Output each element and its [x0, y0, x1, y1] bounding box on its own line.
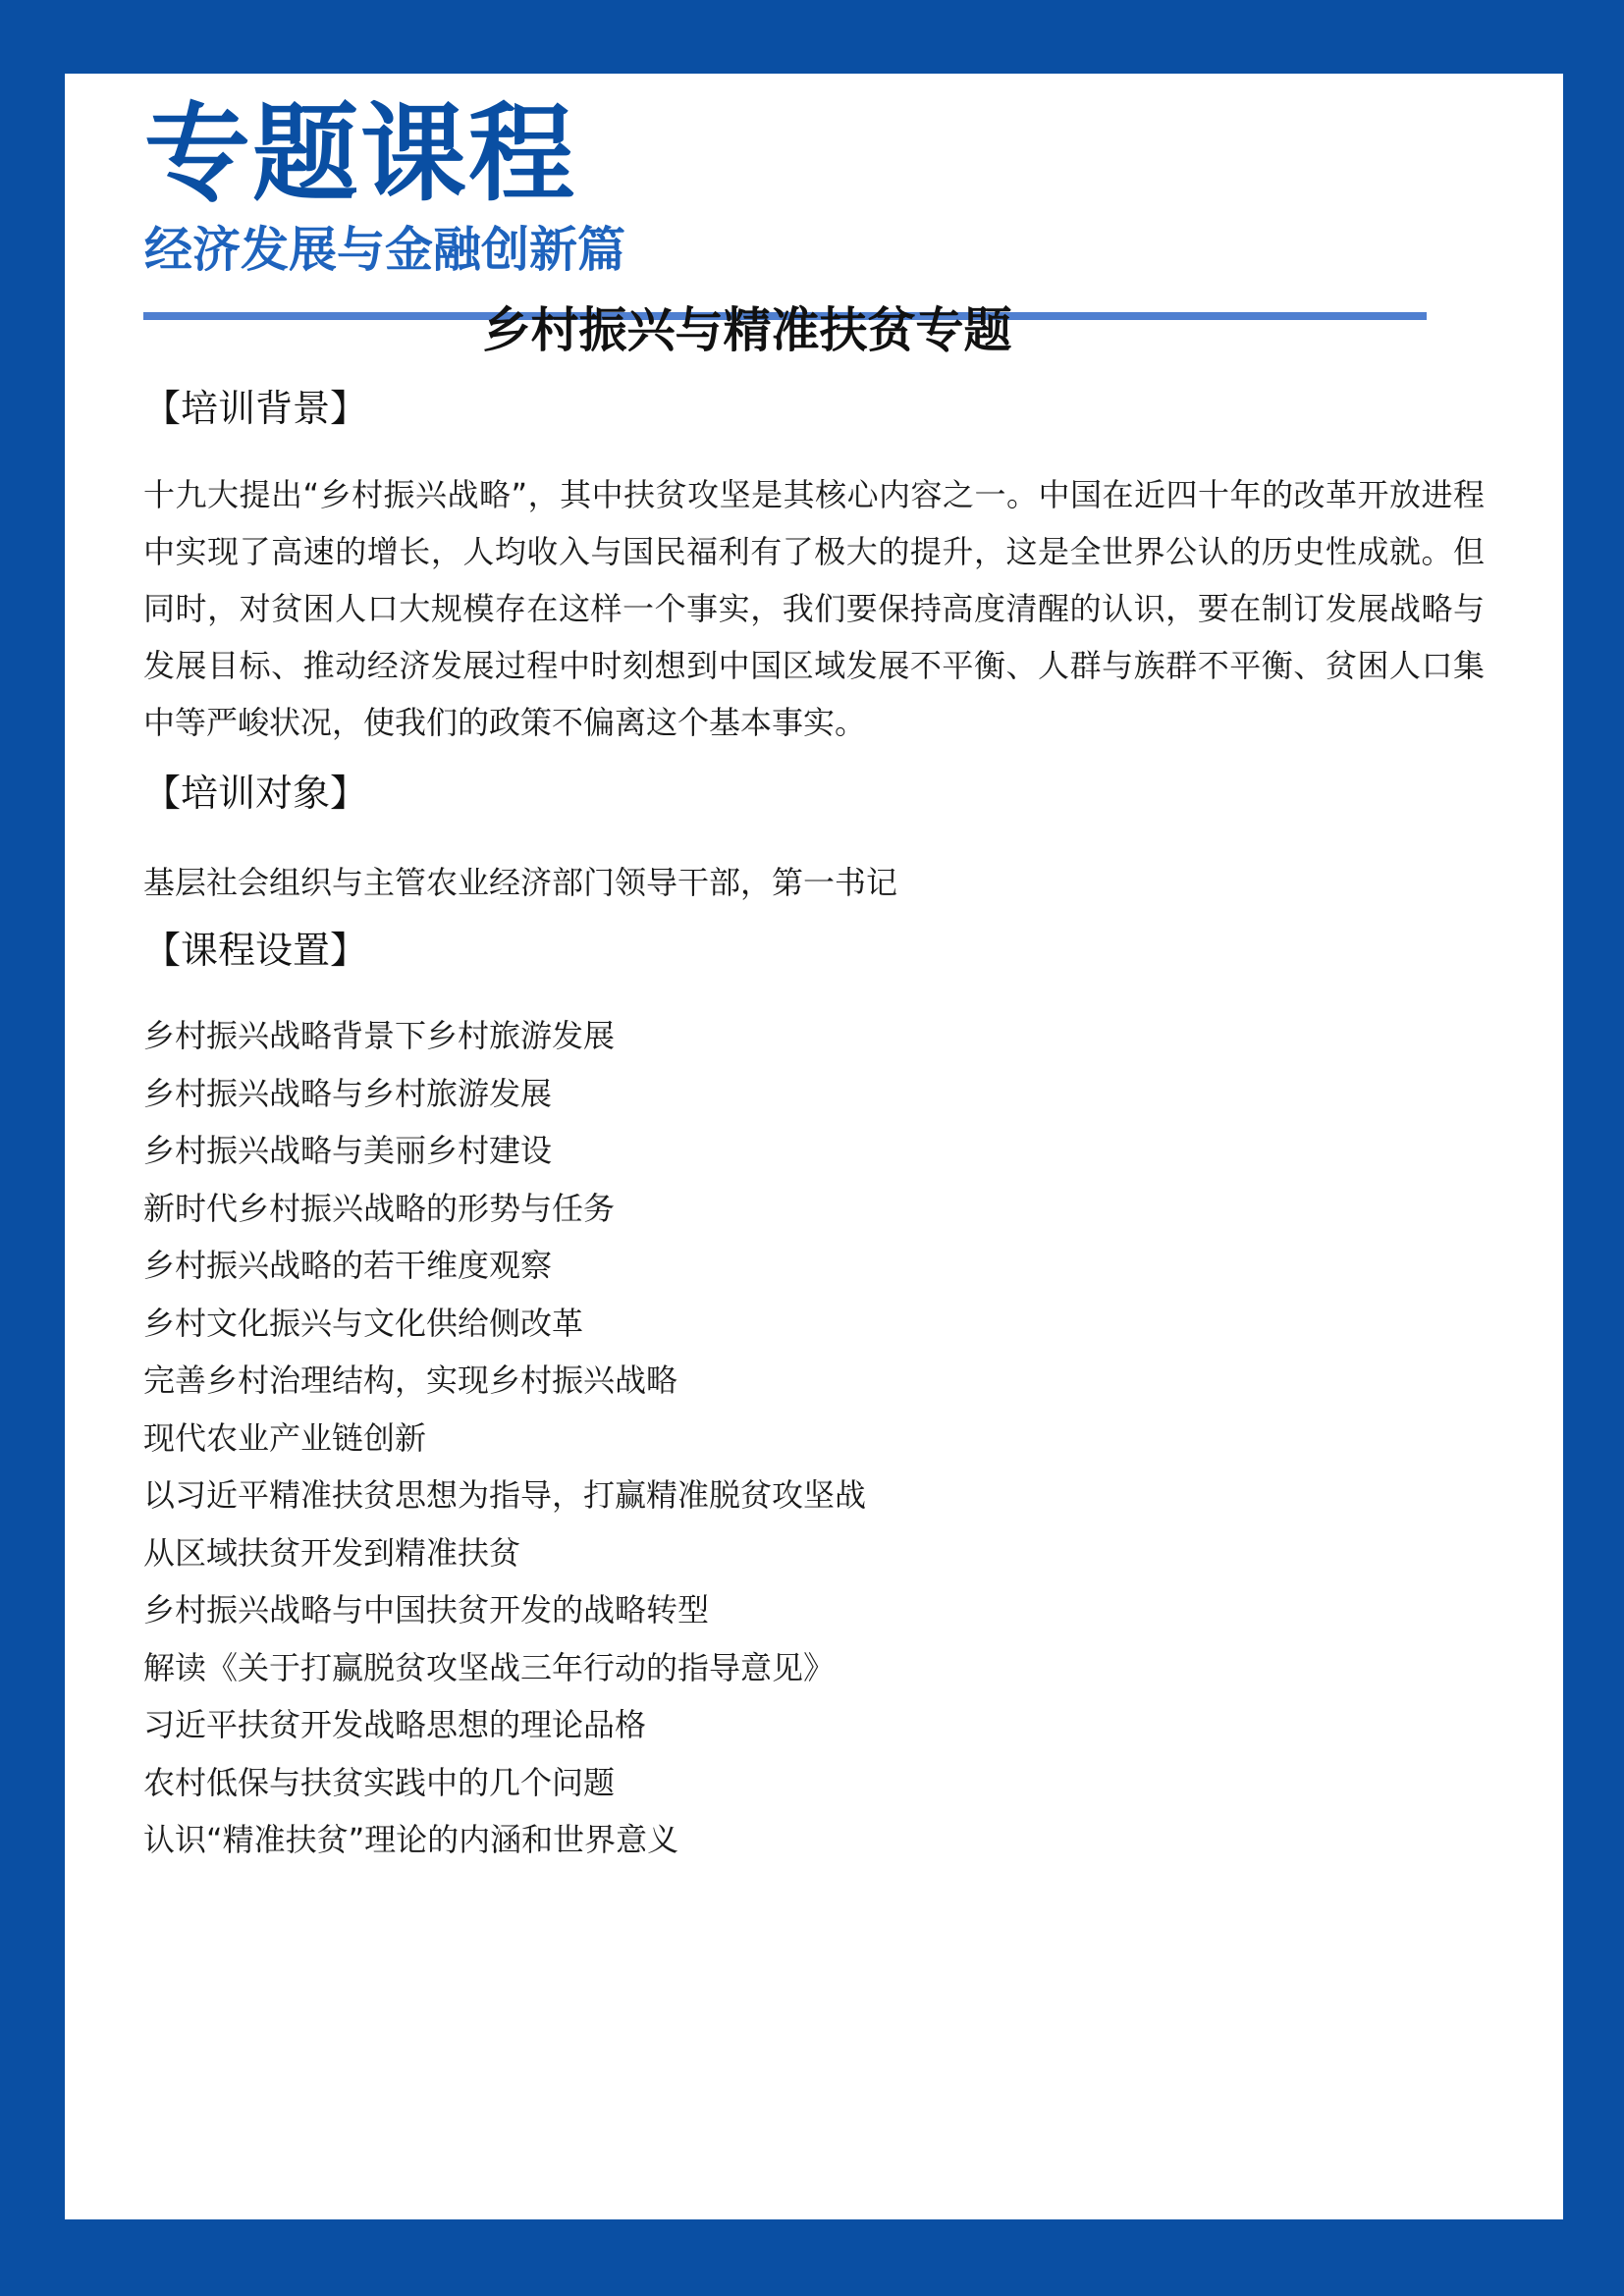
section-heading-courses: 【课程设置】: [143, 929, 368, 972]
course-item: 完善乡村治理结构，实现乡村振兴战略: [143, 1362, 678, 1399]
course-item: 乡村振兴战略与中国扶贫开发的战略转型: [143, 1591, 710, 1629]
section-heading-background: 【培训背景】: [143, 387, 368, 430]
header-title: 专题课程: [144, 93, 577, 216]
course-item: 乡村文化振兴与文化供给侧改革: [143, 1304, 584, 1342]
course-item: 乡村振兴战略的若干维度观察: [143, 1247, 553, 1284]
course-item: 新时代乡村振兴战略的形势与任务: [143, 1189, 616, 1227]
course-item: 解读《关于打赢脱贫攻坚战三年行动的指导意见》: [143, 1648, 836, 1686]
course-list: [143, 1007, 866, 1869]
course-item: 从区域扶贫开发到精准扶贫: [143, 1533, 521, 1572]
course-item: 习近平扶贫开发战略思想的理论品格: [143, 1706, 647, 1743]
course-item: 现代农业产业链创新: [143, 1418, 427, 1457]
section-heading-target: 【培训对象】: [143, 772, 368, 815]
document-title: 乡村振兴与精准扶贫专题: [482, 302, 1012, 358]
header-subtitle: 经济发展与金融创新篇: [144, 222, 626, 278]
course-item: 乡村振兴战略与美丽乡村建设: [143, 1132, 553, 1169]
course-item: 认识“精准扶贫”理论的内涵和世界意义: [143, 1821, 679, 1858]
target-audience-text: 基层社会组织与主管农业经济部门领导干部，第一书记: [143, 864, 898, 901]
course-item: 农村低保与扶贫实践中的几个问题: [143, 1763, 616, 1801]
background-paragraph: 十九大提出“乡村振兴战略”，其中扶贫攻坚是其核心内容之一。中国在近四十年的改革开放进程中实现了高速的增长，人均收入与国民福利有了极大的提升，这是全世界公认的历史性成就。但同时，对贫困人口大规模存在这样一个事实，我们要保持高度清醒的认识，要在制订发展战略与发展目标、推动经济发展过程中时刻想到中国区域发展不平衡、人群与族群不平衡、贫困人口集中等严峻状况，使我们的政策不偏离这个基本事实。: [143, 476, 1485, 741]
course-item: 以习近平精准扶贫思想为指导，打赢精准脱贫攻坚战: [143, 1476, 867, 1514]
document-body: [65, 0, 1563, 2296]
course-item: 乡村振兴战略背景下乡村旅游发展: [143, 1017, 616, 1054]
course-item: 乡村振兴战略与乡村旅游发展: [143, 1074, 553, 1112]
